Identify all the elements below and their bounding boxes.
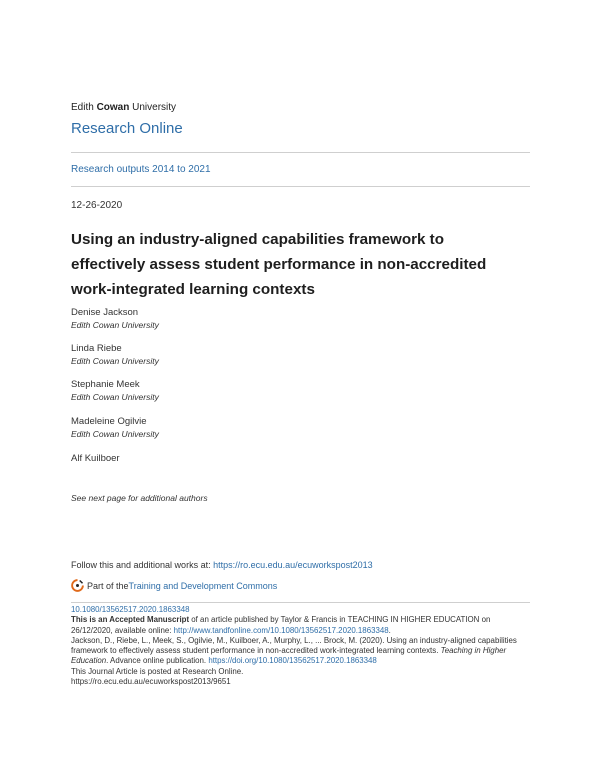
divider (71, 186, 530, 187)
publication-date: 12-26-2020 (71, 200, 123, 211)
author-affiliation: Edith Cowan University (71, 320, 159, 330)
doi-reference-link[interactable]: https://doi.org/10.1080/13562517.2020.1863348 (208, 656, 377, 666)
author-name: Linda Riebe (71, 343, 122, 354)
part-of-line: Part of the Training and Development Commons (71, 579, 277, 592)
open-access-icon (71, 579, 84, 592)
divider (71, 152, 530, 153)
follow-line: Follow this and additional works at: https://ro.ecu.edu.au/ecuworkspost2013 (71, 560, 373, 570)
university-name: Edith Cowan University (71, 102, 177, 113)
follow-link[interactable]: https://ro.ecu.edu.au/ecuworkspost2013 (213, 560, 373, 570)
author-name: Alf Kuilboer (71, 453, 120, 464)
divider (71, 602, 530, 603)
commons-link[interactable]: Training and Development Commons (128, 580, 278, 591)
author-name: Stephanie Meek (71, 379, 140, 390)
tandf-link[interactable]: http://www.tandfonline.com/10.1080/13562517.2020.1863348 (173, 625, 389, 635)
author-affiliation: Edith Cowan University (71, 392, 159, 402)
article-title: Using an industry-aligned capabilities framework to effectively assess student performance in non-accredited work-integrated learning contexts (71, 231, 487, 298)
author-name: Madeleine Ogilvie (71, 416, 147, 427)
author-affiliation: Edith Cowan University (71, 356, 159, 366)
see-next-note: See next page for additional authors (71, 493, 208, 503)
author-affiliation: Edith Cowan University (71, 429, 159, 439)
repository-name[interactable]: Research Online (71, 120, 183, 137)
author-name: Denise Jackson (71, 307, 139, 318)
collection-link[interactable]: Research outputs 2014 to 2021 (71, 164, 211, 175)
doi-link[interactable]: 10.1080/13562517.2020.1863348 (71, 605, 190, 614)
citation-block: 10.1080/13562517.2020.1863348 This is an Accepted Manuscript of an article published by Taylor & Francis in TEACHING IN HIGHER EDUCATION on 26/12/2020, available online: http://www.tandfonline.com/10.1080/13562517.2020.1863348. Jackson, D., Riebe, L., Meek, S., Ogilvie, M., Kuilboer, A., Murphy, L., ... Brock, M. (2020). Using an industry-aligned capabilities framework to effectively assess student performance in non-accredited work-integrated learning contexts. Teaching in Higher Education. Advance online publication. https://doi.org/10.1080/13562517.2020.1863348 This Journal Article is posted at Research Online. https://ro.ecu.edu.au/ecuworkspost2013/9651 (71, 605, 517, 687)
